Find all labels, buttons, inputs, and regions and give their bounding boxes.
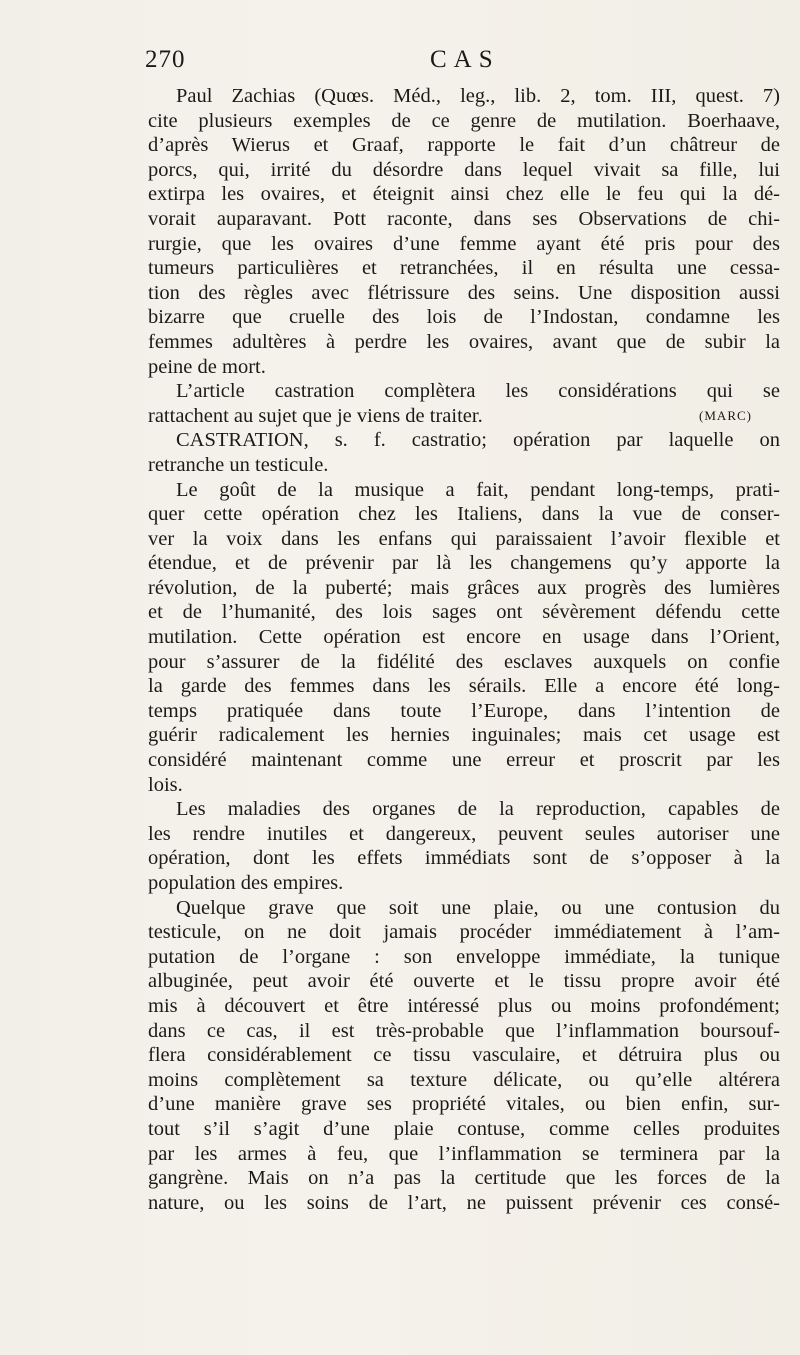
line-text: gangrène. Mais on n’a pas la certitude que les forces de la <box>148 1167 780 1190</box>
text-line <box>148 871 780 896</box>
line-text: et de l’humanité, des lois sages ont sévèrement défendu cette <box>148 601 780 624</box>
body-text <box>148 84 780 1215</box>
text-line <box>148 305 780 330</box>
line-text: dans ce cas, il est très-probable que l’inflammation boursouf- <box>148 1019 780 1042</box>
line-text: nature, ou les soins de l’art, ne puissent prévenir ces consé- <box>148 1191 780 1214</box>
text-line <box>148 158 780 183</box>
page-header <box>145 46 785 80</box>
text-line <box>148 846 780 871</box>
line-text: Quelque grave que soit une plaie, ou une contusion du <box>176 896 780 919</box>
text-line <box>148 994 780 1019</box>
line-text: pour s’assurer de la fidélité des esclaves auxquels on confie <box>148 650 780 673</box>
line-text: tout s’il s’agit d’une plaie contuse, comme celles produites <box>148 1117 780 1140</box>
text-line <box>148 1043 780 1068</box>
line-text: femmes adultères à perdre les ovaires, avant que de subir la <box>148 330 780 353</box>
line-text: Les maladies des organes de la reproduction, capables de <box>176 798 780 821</box>
line-text: guérir radicalement les hernies inguinales; mais cet usage est <box>148 724 780 747</box>
page-number: 270 <box>145 46 186 73</box>
text-line <box>148 1142 780 1167</box>
text-line <box>148 773 780 798</box>
text-line <box>148 945 780 970</box>
text-line <box>148 232 780 257</box>
text-line <box>148 379 780 404</box>
text-line <box>148 207 780 232</box>
line-text: retranche un testicule. <box>148 453 329 476</box>
text-line <box>148 428 780 453</box>
line-text: considéré maintenant comme une erreur et proscrit par les <box>148 749 780 772</box>
line-text: lois. <box>148 773 183 796</box>
text-line <box>148 1068 780 1093</box>
running-head: CAS <box>430 46 500 73</box>
text-line <box>148 969 780 994</box>
line-text: ver la voix dans les enfans qui paraissaient l’avoir flexible et <box>148 527 780 550</box>
line-text: quer cette opération chez les Italiens, dans la vue de conser- <box>148 503 780 526</box>
text-line <box>148 723 780 748</box>
line-text: L’article castration complètera les considérations qui se <box>176 380 780 403</box>
text-line <box>148 1092 780 1117</box>
text-line <box>148 281 780 306</box>
text-line <box>148 822 780 847</box>
text-line <box>148 502 780 527</box>
line-text: testicule, on ne doit jamais procéder immédiatement à l’am- <box>148 921 780 944</box>
text-line <box>148 404 780 429</box>
line-text: opération, dont les effets immédiats sont de s’opposer à la <box>148 847 780 870</box>
line-text: albuginée, peut avoir été ouverte et le tissu propre avoir été <box>148 970 780 993</box>
line-text: Le goût de la musique a fait, pendant long-temps, prati- <box>176 478 780 501</box>
author-signature: (MARC) <box>699 407 752 423</box>
line-text: vorait auparavant. Pott raconte, dans ses Observations de chi- <box>148 207 780 230</box>
text-line <box>148 797 780 822</box>
text-line <box>148 1191 780 1216</box>
line-text: d’après Wierus et Graaf, rapporte le fait d’un châtreur de <box>148 134 780 157</box>
text-line <box>148 1117 780 1142</box>
line-text: CASTRATION, s. f. castratio; opération par laquelle on <box>176 429 780 452</box>
text-line <box>148 920 780 945</box>
line-text: révolution, de la puberté; mais grâces aux progrès des lumières <box>148 576 780 599</box>
line-text: rattachent au sujet que je viens de traiter. <box>148 404 483 427</box>
line-text: flera considérablement ce tissu vasculaire, et détruira plus ou <box>148 1044 780 1067</box>
line-text: porcs, qui, irrité du désordre dans lequel vivait sa fille, lui <box>148 158 780 181</box>
text-line <box>148 896 780 921</box>
line-text: cite plusieurs exemples de ce genre de mutilation. Boerhaave, <box>148 109 780 132</box>
text-line <box>148 674 780 699</box>
text-line <box>148 453 780 478</box>
line-text: par les armes à feu, que l’inflammation se terminera par la <box>148 1142 780 1165</box>
line-text: population des empires. <box>148 872 344 894</box>
text-line <box>148 600 780 625</box>
line-text: extirpa les ovaires, et éteignit ainsi chez elle le feu qui la dé- <box>148 183 780 206</box>
text-line <box>148 699 780 724</box>
line-text: d’une manière grave ses propriété vitales, ou bien enfin, sur- <box>148 1093 780 1116</box>
text-line <box>148 133 780 158</box>
text-line <box>148 1166 780 1191</box>
line-text: mutilation. Cette opération est encore en usage dans l’Orient, <box>148 626 780 649</box>
text-line <box>148 1019 780 1044</box>
text-line <box>148 748 780 773</box>
line-text: la garde des femmes dans les sérails. Elle a encore été long- <box>148 675 780 698</box>
text-line <box>148 478 780 503</box>
text-line <box>148 576 780 601</box>
line-text: tumeurs particulières et retranchées, il en résulta une cessa- <box>148 257 780 280</box>
text-line <box>148 527 780 552</box>
line-text: étendue, et de prévenir par là les changemens qu’y apporte la <box>148 552 780 575</box>
text-line <box>148 330 780 355</box>
text-line <box>148 355 780 380</box>
line-text: peine de mort. <box>148 355 266 378</box>
line-text: Paul Zachias (Quœs. Méd., leg., lib. 2, tom. III, quest. 7) <box>176 85 780 107</box>
line-text: bizarre que cruelle des lois de l’Indostan, condamne les <box>148 306 780 329</box>
line-text: les rendre inutiles et dangereux, peuvent seules autoriser une <box>148 822 780 845</box>
text-line <box>148 551 780 576</box>
line-text: moins complètement sa texture délicate, ou qu’elle altérera <box>148 1068 780 1091</box>
text-line <box>148 182 780 207</box>
line-text: putation de l’organe : son enveloppe immédiate, la tunique <box>148 945 780 968</box>
text-line <box>148 650 780 675</box>
text-line <box>148 625 780 650</box>
line-text: rurgie, que les ovaires d’une femme ayant été pris pour des <box>148 232 780 255</box>
line-text: temps pratiquée dans toute l’Europe, dans l’intention de <box>148 699 780 722</box>
line-text: tion des règles avec flétrissure des seins. Une disposition aussi <box>148 281 780 304</box>
text-line <box>148 84 780 109</box>
line-text: mis à découvert et être intéressé plus ou moins profondément; <box>148 994 780 1017</box>
text-line <box>148 256 780 281</box>
text-line <box>148 109 780 134</box>
